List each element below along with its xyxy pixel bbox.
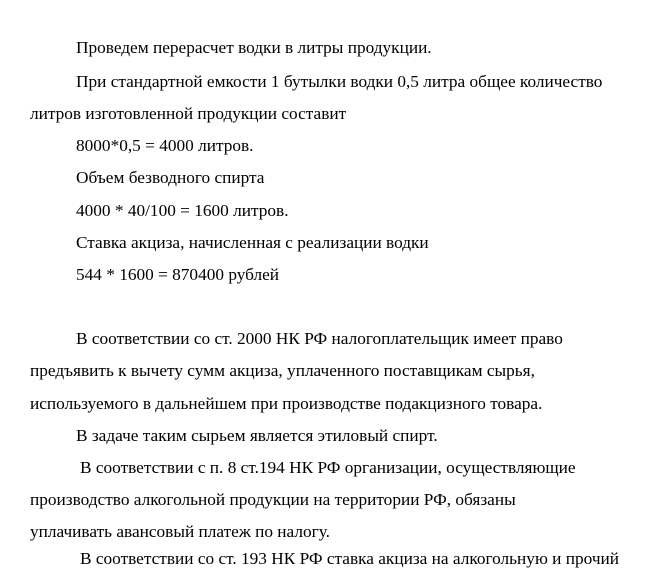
formula-excise-amount: 544 * 1600 = 870400 рублей xyxy=(76,265,280,284)
paragraph-article-193-line-1: В соответствии со ст. 193 НК РФ ставка акциза на алкогольную и прочий xyxy=(80,549,620,568)
paragraph-raw-material: В задаче таким сырьем является этиловый спирт. xyxy=(76,426,438,445)
text-segment: В соответствии со ст. 2000 НК РФ налогоплательщик имеет право xyxy=(76,329,563,348)
paragraph-article-194-line-1: В соответствии с п. 8 ст.194 НК РФ организации, осуществляющие xyxy=(80,458,576,477)
paragraph-standard-capacity-line-2: литров изготовленной продукции составит xyxy=(30,104,347,123)
paragraph-article-194-line-2: производство алкогольной продукции на территории РФ, обязаны xyxy=(30,490,516,509)
text-segment: При стандартной емкости 1 бутылки водки 0,5 литра общее количество xyxy=(76,72,603,91)
cut-off-line-container xyxy=(0,548,662,568)
formula-anhydrous-alcohol: 4000 * 40/100 = 1600 литров. xyxy=(76,201,289,220)
paragraph-article-194-line-3: уплачивать авансовый платеж по налогу. xyxy=(30,522,330,541)
paragraph-standard-capacity-line-1 xyxy=(76,72,650,92)
paragraph-article-200-line-3: используемого в дальнейшем при производстве подакцизного товара. xyxy=(30,394,543,413)
formula-total-liters: 8000*0,5 = 4000 литров. xyxy=(76,136,254,155)
heading-anhydrous-alcohol: Объем безводного спирта xyxy=(76,168,265,187)
paragraph-article-200-line-2: предъявить к вычету сумм акциза, уплаченного поставщикам сырья, xyxy=(30,361,535,380)
heading-excise-rate: Ставка акциза, начисленная с реализации водки xyxy=(76,233,429,252)
paragraph-article-200-line-1 xyxy=(76,329,650,349)
paragraph-recalculation-intro: Проведем перерасчет водки в литры продукции. xyxy=(76,38,432,57)
